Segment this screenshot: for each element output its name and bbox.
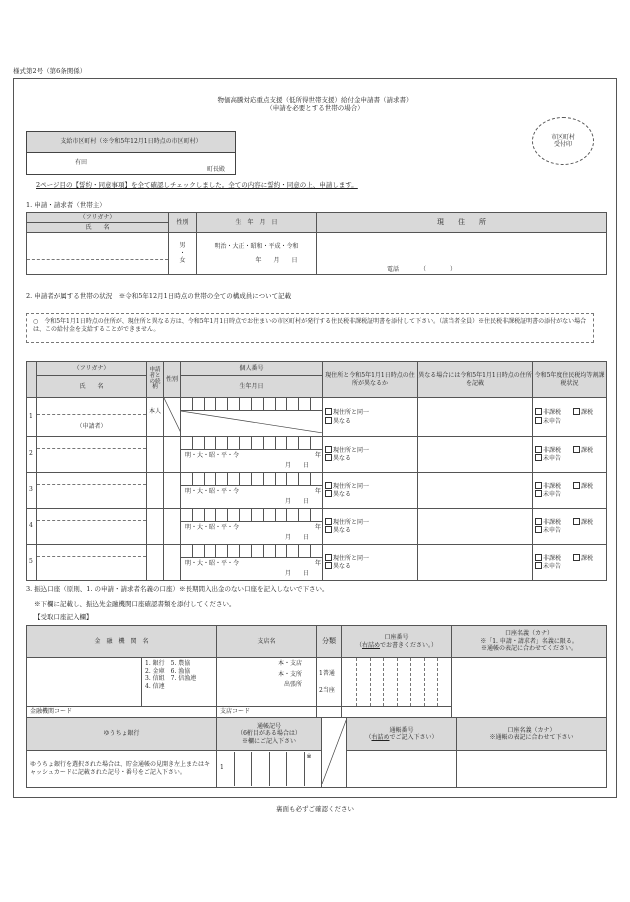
- household-birth-header: 生年月日: [181, 376, 323, 398]
- account-type-options[interactable]: 1普通 2当座: [317, 658, 342, 707]
- row-number: 4: [27, 508, 37, 544]
- jan1-address-field[interactable]: [418, 472, 533, 508]
- jan1-address-field[interactable]: [418, 398, 533, 437]
- table-row: [27, 398, 607, 437]
- yucho-number-field[interactable]: [347, 751, 457, 787]
- address-field[interactable]: 電話 （ ）: [317, 233, 607, 275]
- yucho-code-header: 通帳記号 （6桁目がある場合は） ※欄にご記入下さい: [217, 718, 322, 751]
- mynumber-field[interactable]: 明・大・昭・平・令 年 月 日: [181, 544, 323, 580]
- member-sex-field[interactable]: [164, 436, 181, 472]
- jan1-header: 現住所と令和5年1月1日時点の住所が異なるか: [323, 362, 418, 398]
- household-table: [26, 361, 607, 581]
- strike-diagonal: [322, 718, 347, 784]
- checkbox-icon[interactable]: [325, 562, 332, 569]
- account-type-header: 分類: [317, 626, 342, 658]
- checkbox-icon[interactable]: [325, 518, 332, 525]
- account-holder-field[interactable]: [452, 658, 607, 718]
- strike-diagonal: [181, 411, 323, 433]
- mynumber-field[interactable]: 明・大・昭・平・令 年 月 日: [181, 436, 323, 472]
- reception-stamp-circle: 市区町村 受付印: [532, 117, 594, 165]
- section2-notice: ○ 令和5年1月1日時点の住所が、現住所と異なる方は、令和5年1月1日時点でお住まいの市区町村が発行する住民税非課税証明書を添付して下さい。（該当者全員）※住民税非課税証明書の添付がない場合は、この給付金を支給することができません。: [26, 313, 594, 343]
- jan1-field[interactable]: 現住所と同一 異なる: [323, 544, 418, 580]
- table-row: [27, 472, 607, 508]
- checkbox-icon[interactable]: [535, 408, 542, 415]
- yucho-number-header: 通帳番号 （右詰めでご記入下さい）: [347, 718, 457, 751]
- row-number: 5: [27, 544, 37, 580]
- checkbox-icon[interactable]: [535, 454, 542, 461]
- row-number: 3: [27, 472, 37, 508]
- jan1-field[interactable]: 現住所と同一 異なる: [323, 472, 418, 508]
- applicant-name-field[interactable]: [27, 233, 169, 275]
- checkbox-icon[interactable]: [535, 562, 542, 569]
- checkbox-icon[interactable]: [325, 446, 332, 453]
- bank-account-table: [26, 625, 607, 718]
- account-number-header: 口座番号 （右詰めでお書きください。）: [342, 626, 452, 658]
- account-number-field[interactable]: [342, 658, 452, 707]
- section1-title: 1. 申請・請求者（世帯主）: [26, 201, 106, 209]
- jan1-address-field[interactable]: [418, 544, 533, 580]
- household-furigana-header: （フリガナ）: [37, 362, 147, 376]
- pledge-note: 2ページ目の【誓約・同意事項】を全て確認しチェックしました。全ての内容に誓約・同意の上、申請します。: [36, 181, 358, 189]
- jan1-address-field[interactable]: [418, 436, 533, 472]
- member-name-field[interactable]: [37, 544, 147, 580]
- branch-header: 支店名: [217, 626, 317, 658]
- municipality-box-label: 支給市区町村（※令和5年12月1日時点の市区町村）: [27, 132, 235, 153]
- birthdate-header: 生 年 月 日: [197, 213, 317, 233]
- jan1-field[interactable]: 現住所と同一 異なる: [323, 508, 418, 544]
- section3-note: ※下欄に記載し、振込先金融機関口座確認書類を添付してください。: [34, 600, 236, 608]
- checkbox-icon[interactable]: [535, 518, 542, 525]
- tax-status-field[interactable]: 非課税 課税 未申告: [533, 508, 607, 544]
- member-name-field[interactable]: （申請者）: [37, 398, 147, 437]
- branch-code-field[interactable]: 支店コード: [217, 707, 317, 718]
- row-number: 2: [27, 436, 37, 472]
- checkbox-icon[interactable]: [535, 526, 542, 533]
- yucho-table: [26, 717, 607, 788]
- name-header: 氏 名: [27, 223, 169, 233]
- footer-note: 裏面も必ずご確認ください: [276, 805, 354, 813]
- yucho-header: ゆうちょ銀行: [27, 718, 217, 751]
- mynumber-field[interactable]: [181, 398, 323, 437]
- checkbox-icon[interactable]: [325, 482, 332, 489]
- table-row: [27, 508, 607, 544]
- relation-header: 申請者との続柄: [147, 362, 164, 398]
- checkbox-icon[interactable]: [325, 526, 332, 533]
- member-name-field[interactable]: [37, 436, 147, 472]
- account-holder-header: 口座名義（カナ） ※「1. 申請・請求者」名義に限る。 ※通帳の表記に合わせてください。: [452, 626, 607, 658]
- tax-header: 令和5年度住民税均等割課税状況: [533, 362, 607, 398]
- mynumber-field[interactable]: 明・大・昭・平・令 年 月 日: [181, 472, 323, 508]
- account-number-spacer: [342, 707, 452, 718]
- checkbox-icon[interactable]: [325, 490, 332, 497]
- member-sex-field[interactable]: [164, 398, 181, 437]
- section3-box-label: 【受取口座記入欄】: [34, 613, 93, 621]
- member-name-field[interactable]: [37, 472, 147, 508]
- member-name-field[interactable]: [37, 508, 147, 544]
- checkbox-icon[interactable]: [325, 417, 332, 424]
- checkbox-icon[interactable]: [325, 408, 332, 415]
- bank-type-options[interactable]: 1. 銀行 5. 農協 2. 金庫 6. 漁協 3. 信組 7. 信漁連 4. 信連: [142, 658, 217, 707]
- relation-field[interactable]: [147, 508, 164, 544]
- member-sex-field[interactable]: [164, 472, 181, 508]
- yucho-code-field[interactable]: 1 ※: [217, 751, 322, 787]
- checkbox-icon[interactable]: [535, 482, 542, 489]
- tax-status-field[interactable]: 非課税 課税 未申告: [533, 544, 607, 580]
- section2-title: 2. 申請者が属する世帯の状況 ※令和5年12月1日時点の世帯の全ての構成員について記載: [26, 292, 292, 300]
- furigana-header: （フリガナ）: [27, 213, 169, 223]
- relation-field[interactable]: [147, 472, 164, 508]
- member-sex-field[interactable]: [164, 544, 181, 580]
- jan1-field[interactable]: 現住所と同一 異なる: [323, 398, 418, 437]
- row-number-header: [27, 362, 37, 398]
- member-sex-field[interactable]: [164, 508, 181, 544]
- birthdate-field[interactable]: 明治・大正・昭和・平成・令和 年 月 日: [197, 233, 317, 275]
- branch-name-field[interactable]: 本・支店 本・支所 出張所: [217, 658, 317, 707]
- household-name-header: 氏 名: [37, 376, 147, 398]
- account-type-spacer: [317, 707, 342, 718]
- relation-field[interactable]: [147, 436, 164, 472]
- checkbox-icon[interactable]: [573, 518, 580, 525]
- mynumber-header: 個人番号: [181, 362, 323, 376]
- applicant-table: [26, 212, 607, 275]
- household-sex-header: 性別: [164, 362, 181, 398]
- jan1-address-field[interactable]: [418, 508, 533, 544]
- checkbox-icon[interactable]: [325, 554, 332, 561]
- municipality-name[interactable]: 有田: [75, 159, 88, 166]
- yucho-instructions: ゆうちょ銀行を選択された場合は、貯金通帳の見開き左上またはキャッシュカードに記載された記号・番号をご記入下さい。: [27, 751, 217, 787]
- sex-header: 性別: [169, 213, 197, 233]
- checkbox-icon[interactable]: [573, 408, 580, 415]
- jan1-field[interactable]: 現住所と同一 異なる: [323, 436, 418, 472]
- mayor-suffix: 町長殿: [207, 166, 226, 173]
- checkbox-icon[interactable]: [535, 417, 542, 424]
- checkbox-icon[interactable]: [535, 554, 542, 561]
- mynumber-field[interactable]: 明・大・昭・平・令 年 月 日: [181, 508, 323, 544]
- form-title: 物価高騰対応重点支援（低所得世帯支援）給付金申請書（請求書） （申請を必要とする世帯の場合）: [217, 96, 413, 113]
- checkbox-icon[interactable]: [325, 454, 332, 461]
- tax-status-field[interactable]: 非課税 課税 未申告: [533, 436, 607, 472]
- relation-field[interactable]: [147, 544, 164, 580]
- section3-title: 3. 振込口座（原則、1. の申請・請求者名義の口座）※長期間入出金のない口座を記入しないで下さい。: [26, 585, 329, 593]
- municipality-box: [26, 131, 236, 175]
- sex-options[interactable]: 男 ・ 女: [169, 233, 197, 275]
- relation-field: 本人: [147, 398, 164, 437]
- checkbox-icon[interactable]: [535, 446, 542, 453]
- yucho-holder-field[interactable]: [457, 751, 607, 787]
- bank-name-header: 金 融 機 関 名: [27, 626, 217, 658]
- table-row: [27, 436, 607, 472]
- checkbox-icon[interactable]: [573, 482, 580, 489]
- yucho-holder-header: 口座名義（カナ） ※通帳の表記に合わせて下さい: [457, 718, 607, 751]
- checkbox-icon[interactable]: [573, 554, 580, 561]
- table-row: [27, 544, 607, 580]
- bank-name-field[interactable]: [27, 658, 142, 707]
- bank-code-field[interactable]: 金融機関コード: [27, 707, 217, 718]
- yucho-divider-cell: [322, 718, 347, 788]
- form-number: 様式第2号（第6条関係）: [13, 67, 87, 75]
- jan1-address-header: 異なる場合には令和5年1月1日時点の住所を記載: [418, 362, 533, 398]
- checkbox-icon[interactable]: [573, 446, 580, 453]
- strike-diagonal: [164, 398, 181, 433]
- checkbox-icon[interactable]: [535, 490, 542, 497]
- tax-status-field[interactable]: 非課税 課税 未申告: [533, 472, 607, 508]
- tax-status-field[interactable]: 非課税 課税 未申告: [533, 398, 607, 437]
- row-number: 1: [27, 398, 37, 437]
- address-header: 現 住 所: [317, 213, 607, 233]
